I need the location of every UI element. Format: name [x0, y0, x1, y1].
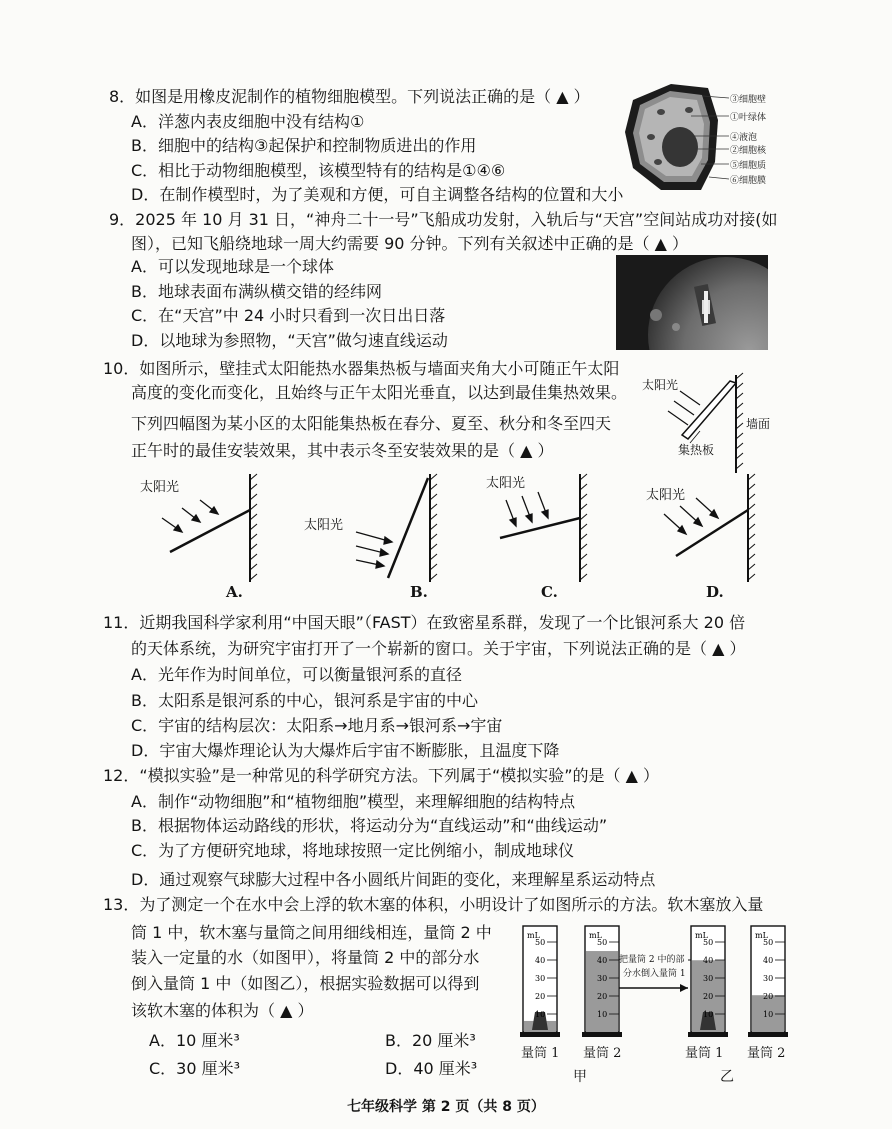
q11-option-c: C．宇宙的结构层次：太阳系→地月系→银河系→宇宙: [131, 716, 503, 735]
q13-option-d: D．40 厘米³: [385, 1059, 478, 1078]
diagram-letter-b: B.: [410, 583, 428, 601]
label-cell-wall: ③细胞壁: [730, 95, 767, 105]
label-wall: 墙面: [746, 417, 771, 431]
cylinder-scale-tick: 30: [763, 974, 774, 983]
cylinder-unit-label: mL: [755, 931, 768, 940]
q13-stem-line-3: 装入一定量的水（如图甲），将量筒 2 中的部分水: [131, 948, 480, 967]
page-footer: 七年级科学 第 2 页（共 8 页）: [347, 1099, 545, 1115]
cylinder-scale-tick: 30: [703, 974, 714, 983]
q9-option-c: C．在“天宫”中 24 小时只看到一次日出日落: [131, 306, 446, 325]
cylinder-scale-tick: 30: [535, 974, 546, 983]
q13-stem-line-1: 13．为了测定一个在水中会上浮的软木塞的体积，小明设计了如图所示的方法。软木塞放入量: [103, 895, 764, 914]
q12-option-b: B．根据物体运动路线的形状，将运动分为“直线运动”和“曲线运动”: [131, 816, 608, 835]
q11-stem-line-1: 11．近期我国科学家利用“中国天眼”（FAST）在致密星系群，发现了一个比银河系大 20 倍: [103, 613, 746, 632]
diagram-a: [130, 470, 270, 585]
cylinder-scale-tick: 50: [763, 938, 774, 947]
pour-arrow-text-1: 把量筒 2 中的部: [619, 955, 685, 965]
q8-stem: 8．如图是用橡皮泥制作的植物细胞模型。下列说法正确的是（ ▲ ）: [109, 87, 590, 106]
q8-option-c: C．相比于动物细胞模型，该模型特有的结构是①④⑥: [131, 161, 506, 180]
cylinder-scale-tick: 20: [597, 992, 608, 1001]
cylinder-scale-tick: 30: [597, 974, 608, 983]
cylinder-label-1a: 量筒 1: [521, 1046, 560, 1061]
cylinder-scale-tick: 10: [597, 1010, 608, 1019]
cylinder-scale-tick: 50: [703, 938, 714, 947]
cylinder-scale-tick: 20: [535, 992, 546, 1001]
cylinder-unit-label: mL: [527, 931, 540, 940]
sunlight-label-a: 太阳光: [140, 480, 180, 495]
cylinder-scale-tick: 10: [703, 1010, 714, 1019]
sunlight-label-d: 太阳光: [646, 488, 686, 503]
cylinder-scale-tick: 40: [535, 956, 546, 965]
q9-stem-line-2: 图），已知飞船绕地球一周大约需要 90 分钟。下列有关叙述中正确的是（ ▲ ）: [131, 234, 689, 253]
cylinder-scale-tick: 10: [763, 1010, 774, 1019]
cylinder-scale-tick: 40: [763, 956, 774, 965]
graduated-cylinder-figure: [515, 920, 795, 1090]
q13-stem-line-5: 该软木塞的体积为（ ▲ ）: [131, 1001, 314, 1020]
cylinder-scale-tick: 20: [703, 992, 714, 1001]
q12-option-a: A．制作“动物细胞”和“植物细胞”模型，来理解细胞的结构特点: [131, 792, 576, 811]
label-chloroplast: ①叶绿体: [730, 113, 767, 123]
q9-option-a: A．可以发现地球是一个球体: [131, 257, 334, 276]
q9-option-b: B．地球表面布满纵横交错的经纬网: [131, 282, 382, 301]
diagram-b: [300, 470, 440, 585]
q8-option-d: D．在制作模型时，为了美观和方便，可自主调整各结构的位置和大小: [131, 185, 624, 204]
group-label-yi: 乙: [720, 1069, 734, 1085]
q10-stem-line-4: 正午时的最佳安装效果，其中表示冬至安装效果的是（ ▲ ）: [131, 441, 554, 460]
label-cell-membrane: ⑥细胞膜: [730, 176, 767, 186]
cylinder-scale-tick: 40: [597, 956, 608, 965]
solar-panel-setup-figure: [640, 369, 780, 474]
cylinder-scale-tick: 20: [763, 992, 774, 1001]
label-collector-panel: 集热板: [678, 443, 715, 457]
q9-option-d: D．以地球为参照物，“天宫”做匀速直线运动: [131, 331, 448, 350]
graduated-cylinder-3: [688, 926, 728, 1037]
q11-stem-line-2: 的天体系统，为研究宇宙打开了一个崭新的窗口。关于宇宙，下列说法正确的是（ ▲ ）: [131, 639, 746, 658]
q13-option-a: A．10 厘米³: [149, 1031, 240, 1050]
q13-option-c: C．30 厘米³: [149, 1059, 241, 1078]
q10-stem-line-1: 10．如图所示，壁挂式太阳能热水器集热板与墙面夹角大小可随正午太阳: [103, 359, 620, 378]
cylinder-label-2a: 量筒 2: [583, 1046, 622, 1061]
cylinder-unit-label: mL: [695, 931, 708, 940]
sunlight-label-c: 太阳光: [486, 476, 526, 491]
q12-option-c: C．为了方便研究地球，将地球按照一定比例缩小，制成地球仪: [131, 841, 575, 860]
space-station-photo: [616, 255, 768, 350]
diagram-c: [480, 470, 620, 585]
group-label-jia: 甲: [573, 1069, 587, 1085]
q10-stem-line-3: 下列四幅图为某小区的太阳能集热板在春分、夏至、秋分和冬至四天: [131, 414, 612, 433]
cylinder-label-1b: 量筒 1: [685, 1046, 724, 1061]
graduated-cylinder-4: [748, 926, 788, 1037]
cylinder-scale-tick: 50: [535, 938, 546, 947]
graduated-cylinder-1: [520, 926, 560, 1037]
diagram-letter-d: D.: [706, 583, 724, 601]
q10-stem-line-2: 高度的变化而变化，且始终与正午太阳光垂直，以达到最佳集热效果。: [131, 383, 628, 402]
q11-option-d: D．宇宙大爆炸理论认为大爆炸后宇宙不断膨胀，且温度下降: [131, 741, 560, 760]
cylinder-scale-tick: 40: [703, 956, 714, 965]
diagram-d: [640, 470, 780, 585]
q13-stem-line-4: 倒入量筒 1 中（如图乙），根据实验数据可以得到: [131, 974, 480, 993]
q9-stem-line-1: 9．2025 年 10 月 31 日，“神舟二十一号”飞船成功发射，入轨后与“天宫”空间站成功对接(如: [109, 210, 778, 229]
q12-stem: 12．“模拟实验”是一种常见的科学研究方法。下列属于“模拟实验”的是（ ▲ ）: [103, 766, 659, 785]
pour-arrow-text-2: 分水倒入量筒 1: [623, 969, 686, 979]
q12-option-d: D．通过观察气球膨大过程中各小圆纸片间距的变化，来理解星系运动特点: [131, 870, 656, 889]
plant-cell-model-figure: [623, 82, 775, 194]
graduated-cylinder-2: [582, 926, 622, 1037]
q11-option-a: A．光年作为时间单位，可以衡量银河系的直径: [131, 665, 462, 684]
q11-option-b: B．太阳系是银河系的中心，银河系是宇宙的中心: [131, 691, 478, 710]
q13-stem-line-2: 筒 1 中，软木塞与量筒之间用细线相连，量筒 2 中: [131, 923, 492, 942]
q8-option-b: B．细胞中的结构③起保护和控制物质进出的作用: [131, 136, 477, 155]
sunlight-label-b: 太阳光: [304, 518, 344, 533]
q13-option-b: B．20 厘米³: [385, 1031, 476, 1050]
cylinder-label-2b: 量筒 2: [747, 1046, 786, 1061]
label-nucleus: ②细胞核: [730, 146, 767, 156]
diagram-letter-a: A.: [226, 583, 243, 601]
cylinder-scale-tick: 10: [535, 1010, 546, 1019]
q8-option-a: A．洋葱内表皮细胞中没有结构①: [131, 112, 365, 131]
diagram-letter-c: C.: [541, 583, 558, 601]
cylinder-unit-label: mL: [589, 931, 602, 940]
label-sunlight: 太阳光: [642, 378, 679, 392]
label-cytoplasm: ⑤细胞质: [730, 161, 767, 171]
label-vacuole: ④液泡: [730, 133, 758, 143]
cylinder-scale-tick: 50: [597, 938, 608, 947]
